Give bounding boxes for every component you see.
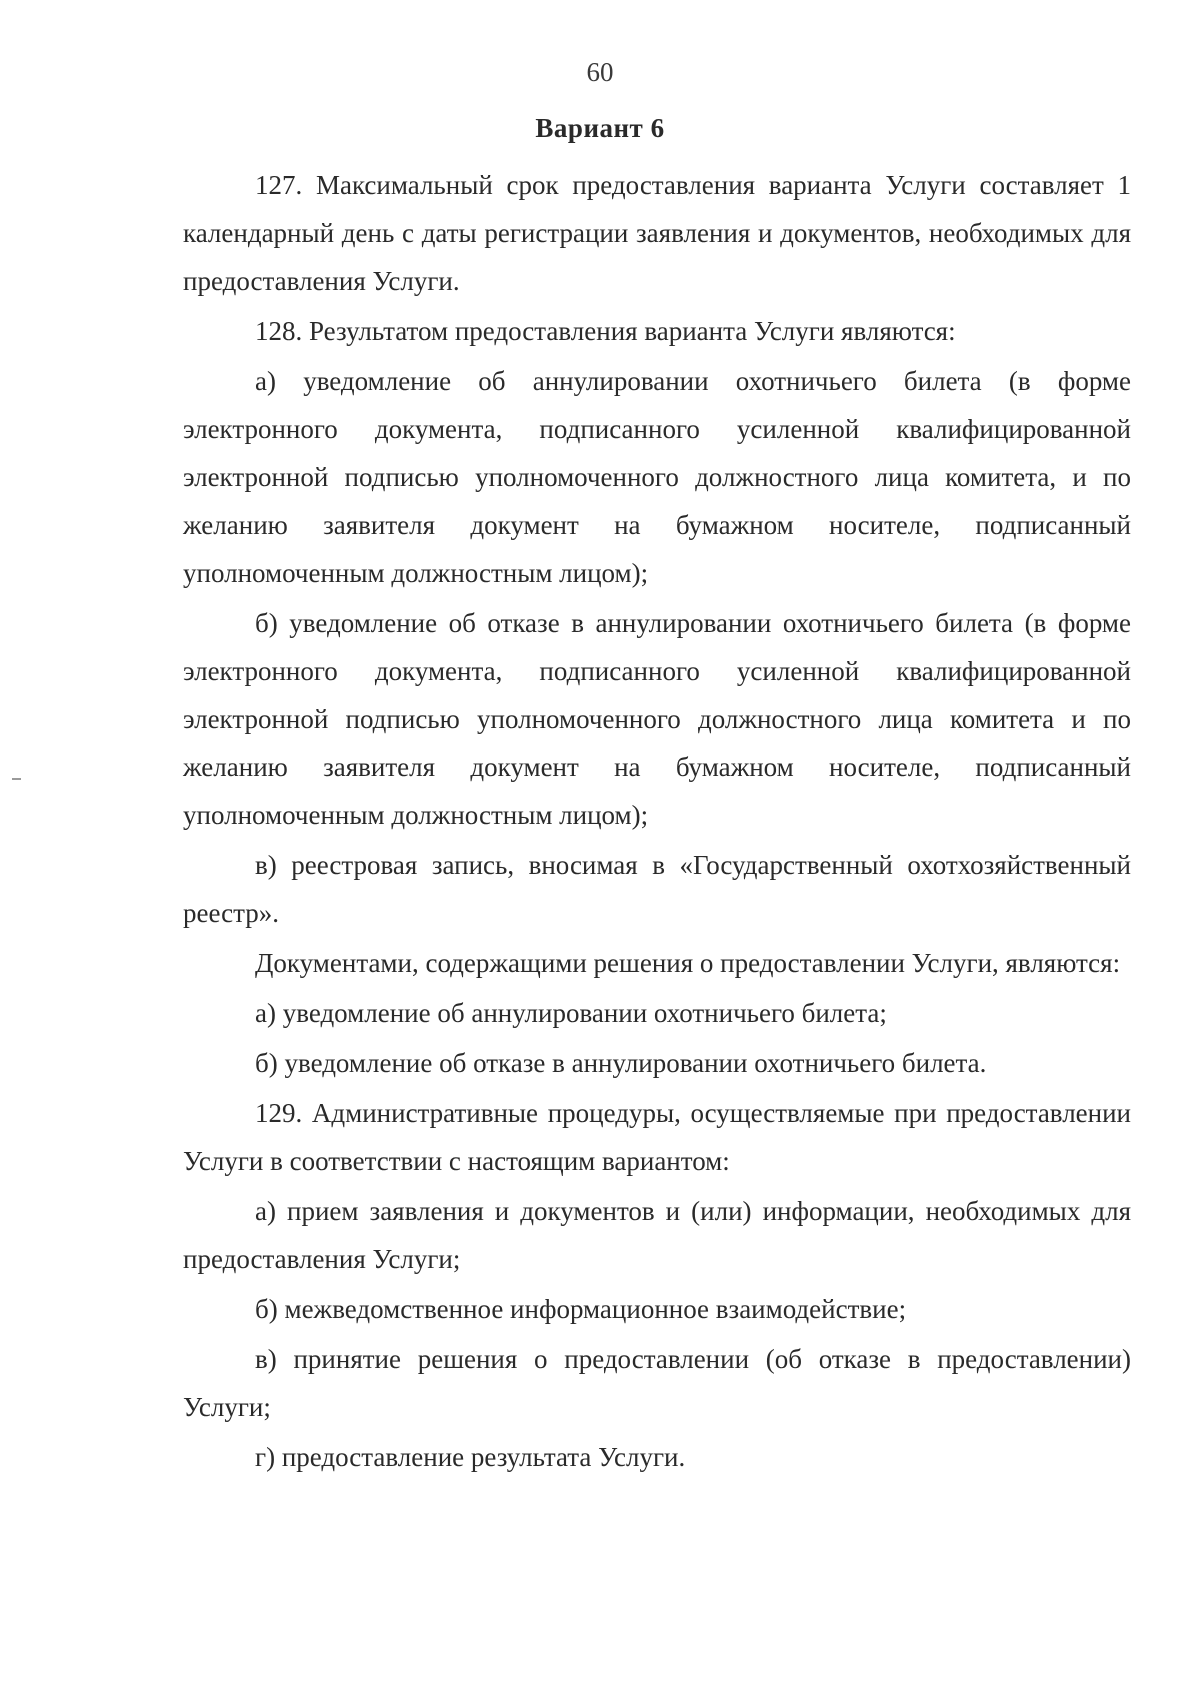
document-body [183,161,1131,1483]
section-heading: Вариант 6 [535,113,665,143]
page-number: 60 [586,57,614,87]
paragraph-decision-b: б) уведомление об отказе в аннулировании охотничьего билета. [255,1048,987,1078]
paragraph-129-b: б) межведомственное информационное взаимодействие; [255,1294,907,1324]
paragraph-128-a: а) уведомление об аннулировании охотничьего билета (в форме электронного документа, подписанного усиленной квалифицированной электронной подписью уполномоченного должностного лица комитета, и по желанию заявителя документ на бумажном носителе, подписанный уполномоченным должностным лицом); [183,366,1131,588]
paragraph-129: 129. Административные процедуры, осуществляемые при предоставлении Услуги в соответствии с настоящим вариантом: [183,1098,1131,1176]
paragraph-129-g: г) предоставление результата Услуги. [255,1442,686,1472]
paragraph-decision-a: а) уведомление об аннулировании охотничьего билета; [255,998,887,1028]
paragraph-128-v: в) реестровая запись, вносимая в «Государственный охотхозяйственный реестр». [183,850,1131,928]
paragraph-129-a: а) прием заявления и документов и (или) информации, необходимых для предоставления Услуги; [183,1196,1131,1274]
paragraph-129-v: в) принятие решения о предоставлении (об отказе в предоставлении) Услуги; [183,1344,1131,1422]
paragraph-128-b: б) уведомление об отказе в аннулировании охотничьего билета (в форме электронного документа, подписанного усиленной квалифицированной электронной подписью уполномоченного должностного лица комитета и по желанию заявителя документ на бумажном носителе, подписанный уполномоченным должностным лицом); [183,608,1131,830]
paragraph-127: 127. Максимальный срок предоставления варианта Услуги составляет 1 календарный день с даты регистрации заявления и документов, необходимых для предоставления Услуги. [183,170,1131,296]
paragraph-decision-docs: Документами, содержащими решения о предоставлении Услуги, являются: [255,948,1121,978]
scan-artifact-mark [12,778,21,780]
paragraph-128: 128. Результатом предоставления варианта Услуги являются: [255,316,956,346]
